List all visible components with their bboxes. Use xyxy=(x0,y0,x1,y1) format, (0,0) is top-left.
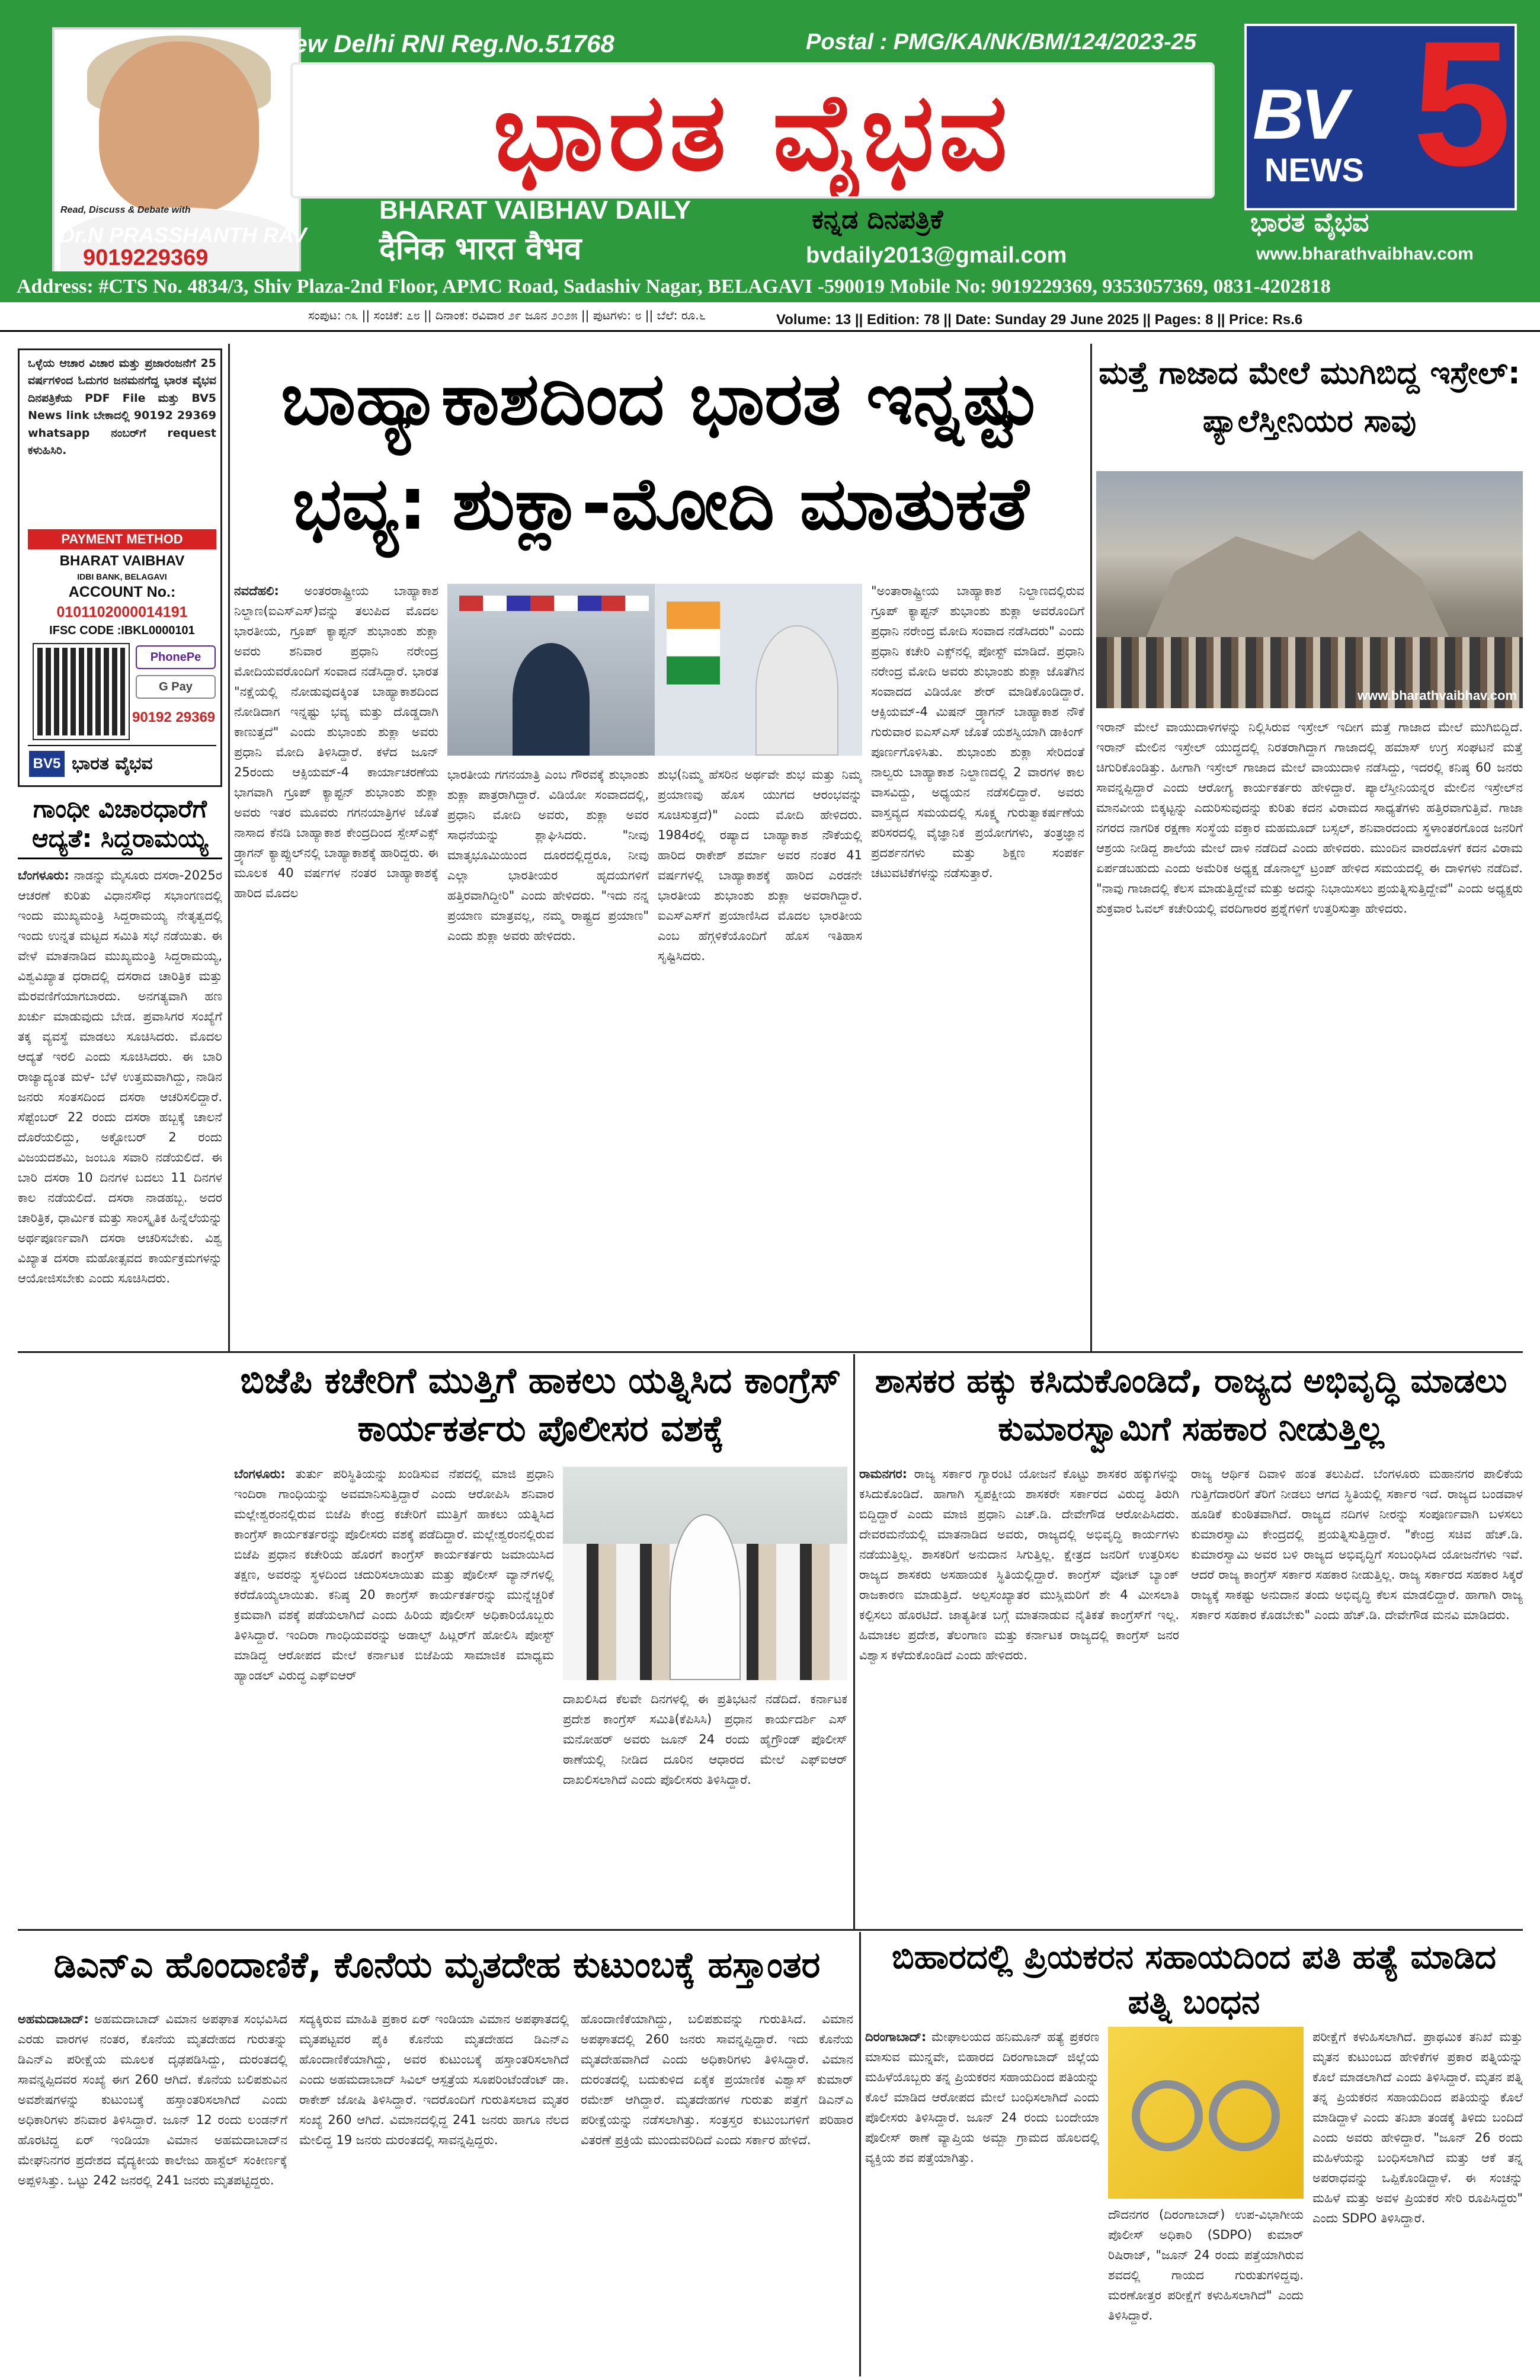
rule-h2 xyxy=(18,1929,1523,1931)
bv5-logo-news: NEWS xyxy=(1264,151,1364,188)
bv5-logo-bv: BV xyxy=(1253,75,1344,154)
website-url[interactable]: www.bharathvaibhav.com xyxy=(1256,244,1474,264)
dateline-bar xyxy=(0,308,1540,332)
lead-headline: ಬಾಹ್ಯಾಕಾಶದಿಂದ ಭಾರತ ಇನ್ನಷ್ಟು ಭವ್ಯ: ಶುಕ್ಲಾ-ಮೋದಿ ಮಾತುಕತೆ xyxy=(280,357,1040,546)
gandhi-text: ನಾಡನ್ನು ಮೈಸೂರು ದಸರಾ-2025ರ ಆಚರಣೆ ಕುರಿತು ವಿಧಾನಸೌಧ ಸಭಾಂಗಣದಲ್ಲಿ ಇಂದು ಮುಖ್ಯಮಂತ್ರಿ ಸಿದ್ದರಾಮಯ್ಯ ನೇತೃತ್ವದಲ್ಲಿ ಇಂದು ಉನ್ನತ ಮಟ್ಟದ ಸಮಿತಿ ಸಭೆ ನಡೆಯಿತು. ಈ ವೇಳೆ ಮಾತನಾಡಿದ ಮುಖ್ಯಮಂತ್ರಿ ಸಿದ್ದರಾಮಯ್ಯ, ವಿಶ್ವವಿಖ್ಯಾತ ಧರಾದಲ್ಲಿ ದಸರಾದ ಚಾರಿತ್ರಿಕ ಮತ್ತು ಮೆರವಣಿಗೆಯಾಗಬಾರದು. ಅನಗತ್ಯವಾಗಿ ಹಣ ಖರ್ಚು ಮಾಡುವುದು ಬೇಡ. ಪ್ರವಾಸಿಗರ ಸಂಖ್ಯೆಗೆ ತಕ್ಕ ವ್ಯವಸ್ಥೆ ಮಾಡಲು ಸೂಚಿಸಿದರು. ಮೊದಲ ಆದ್ಯತೆ ಇರಲಿ ಎಂದು ಸೂಚಿಸಿದರು. ಈ ಬಾರಿ ರಾಜ್ಯಾದ್ಯಂತ ಮಳೆ- ಬೆಳೆ ಉತ್ತಮವಾಗಿದ್ದು, ನಾಡಿನ ಜನರು ಸಂತಸದಿಂದ ದಸರಾ ಆಚರಿಸಲಿದ್ದಾರೆ. ಸೆಪ್ಟೆಂಬರ್ 22 ರಂದು ದಸರಾ ಹಬ್ಬಕ್ಕೆ ಚಾಲನೆ ದೊರೆಯಲಿದ್ದು, ಅಕ್ಟೋಬರ್ 2 ರಂದು ವಿಜಯದಶಮಿ, ಜಂಬೂ ಸವಾರಿ ನಡೆಯಲಿದೆ. ಈ ಬಾರಿ ದಸರಾ 10 ದಿನಗಳ ಬದಲು 11 ದಿನಗಳ ಕಾಲ ನಡೆಯಲಿದೆ. ದಸರಾ ನಾಡಹಬ್ಬ. ಅದರ ಚಾರಿತ್ರಿಕ, ಧಾರ್ಮಿಕ ಮತ್ತು ಸಾಂಸ್ಕೃತಿಕ ಹಿನ್ನೆಲೆಯನ್ನು ಅರ್ಥಪೂರ್ಣವಾಗಿ ದಸರಾ ಆಚರಿಸಬೇಕು. ವಿಶ್ವ ವಿಖ್ಯಾತ ದಸರಾ ಮಹೋತ್ಸವದ ಕಾರ್ಯಕ್ರಮಗಳನ್ನು ಆಯೋಜಿಸಬೇಕು ಎಂದು ಸೂಚಿಸಿದರು. xyxy=(18,868,222,1286)
dateline-kannada: ಸಂಪುಟ: ೧೩ || ಸಂಚಿಕೆ: ೭೮ || ದಿನಾಂಕ: ರವಿವಾರ ೨೯ ಜೂನ ೨೦೨೫ || ಪುಟಗಳು: ೮ || ಬೆಲೆ: ರೂ.೬ xyxy=(308,308,706,322)
promo-text: ಒಳ್ಳೆಯ ಆಚಾರ ವಿಚಾರ ಮತ್ತು ಪ್ರಜಾರಂಜನೆಗೆ 25 ವರ್ಷಗಳಿಂದ ಓದುಗರ ಜನಮನಗೆದ್ದ ಭಾರತ ವೈಭವ ದಿನಪತ್ರಿಕೆಯ PDF File ಮತ್ತು BV5 News link ಬೇಕಾದಲ್ಲಿ 90192 29369 whatsapp ನಂಬರ್‌ಗೆ request ಕಳುಹಿಸಿರಿ. xyxy=(28,357,216,458)
title-english: BHARAT VAIBHAV DAILY xyxy=(379,196,691,225)
bv5-logo-five: 5 xyxy=(1413,24,1512,203)
hdk-dateline: ರಾಮನಗರ: xyxy=(859,1467,908,1481)
hdk-headline: ಶಾಸಕರ ಹಕ್ಕು ಕಸಿದುಕೊಂಡಿದೆ, ರಾಜ್ಯದ ಅಭಿವೃದ್ಧಿ ಮಾಡಲು ಕುಮಾರಸ್ವಾಮಿಗೆ ಸಹಕಾರ ನೀಡುತ್ತಿಲ್ಲ xyxy=(875,1362,1507,1449)
rule-v1 xyxy=(228,344,230,1351)
rule-v2 xyxy=(1090,344,1092,1351)
face-shape xyxy=(99,41,259,213)
hdk-col1-text: ರಾಜ್ಯ ಸರ್ಕಾರ ಗ್ಯಾರಂಟಿ ಯೋಜನೆ ಕೊಟ್ಟು ಶಾಸಕರ ಹಕ್ಕುಗಳನ್ನು ಕಸಿದುಕೊಂಡಿದೆ. ಹಾಗಾಗಿ ಸ್ವಪಕ್ಷೀಯ ಶಾಸಕರೇ ಸರ್ಕಾರದ ವಿರುದ್ಧ ತಿರುಗಿ ಬಿದ್ದಿದ್ದಾರೆ ಎಂದು ಮಾಜಿ ಪ್ರಧಾನಿ ಎಚ್.ಡಿ. ದೇವೇಗೌಡ ಆರೋಪಿಸಿದರು. ದೇವರಮನೆಯಲ್ಲಿ ಮಾತನಾಡಿದ ಅವರು, ರಾಜ್ಯದಲ್ಲಿ ಅಭಿವೃದ್ಧಿ ಕಾರ್ಯಗಳು ನಡೆಯುತ್ತಿಲ್ಲ. ಶಾಸಕರಿಗೆ ಅನುದಾನ ಸಿಗುತ್ತಿಲ್ಲ. ಕ್ಷೇತ್ರದ ಜನರಿಗೆ ಉತ್ತರಿಸಲ ರಾಜ್ಯದ ಶಾಸಕರು ಅಸಹಾಯಕ ಸ್ಥಿತಿಯಲ್ಲಿದ್ದಾರೆ. ಕಾಂಗ್ರೆಸ್ ವೋಟ್ ಬ್ಯಾಂಕ್ ರಾಜಕಾರಣ ಮಾಡುತ್ತಿದೆ. ಅಲ್ಪಸಂಖ್ಯಾತರ ಮುಸ್ಲಿಮರಿಗೆ ಶೇ 4 ಮೀಸಲಾತಿ ಕಲ್ಪಿಸಲು ಹೊರಟಿದೆ. ಜಾತ್ಯತೀತ ಬಗ್ಗೆ ಮಾತನಾಡುವ ನೈತಿಕತೆ ಕಾಂಗ್ರೆಸ್‌ಗೆ ಇಲ್ಲ. ಹಿಮಾಚಲ ಪ್ರದೇಶ, ತೆಲಂಗಾಣ ಮತ್ತು ಕರ್ನಾಟಕ ರಾಜ್ಯದಲ್ಲಿ ಕಾಂಗ್ರೆಸ್ ಜನರ ವಿಶ್ವಾಸ ಕಳೆದುಕೊಂಡಿದೆ ಎಂದು ಹೇಳಿದರು. xyxy=(859,1467,1179,1663)
dna-col1 xyxy=(18,2009,287,2380)
bv5-news-logo xyxy=(1244,24,1517,210)
bihar-col1-text: ಮೇಘಾಲಯದ ಹನಿಮೂನ್ ಹತ್ಯೆ ಪ್ರಕರಣ ಮಾಸುವ ಮುನ್ನವೇ, ಬಿಹಾರದ ದಿರಂಗಾಬಾದ್ ಜಿಲ್ಲೆಯ ಮಹಿಳೆಯೊಬ್ಬರು ತನ್ನ ಪ್ರಿಯಕರನ ಸಹಾಯದಿಂದ ಪತಿಯನ್ನು ಕೊಲೆ ಮಾಡಿದ ಆರೋಪದ ಮೇಲೆ ಬಂಧಿಸಲಾಗಿದೆ ಎಂದು ಪೊಲೀಸರು ತಿಳಿಸಿದ್ದಾರೆ. ಜೂನ್ 24 ರಂದು ಬಂದೇಯಾ ಪೊಲೀಸ್ ಠಾಣೆ ವ್ಯಾಪ್ತಿಯ ಅಮ್ಬಾ ಗ್ರಾಮದ ಹೊಲದಲ್ಲಿ ವ್ಯಕ್ತಿಯ ಶವ ಪತ್ತೆಯಾಗಿತ್ತು. xyxy=(865,2030,1099,2165)
title-subtitle-kannada: ಕನ್ನಡ ದಿನಪತ್ರಿಕೆ xyxy=(812,204,943,235)
bihar-dateline: ದಿರಂಗಾಬಾದ್: xyxy=(865,2030,927,2044)
lead-col1-text: ಅಂತರರಾಷ್ಟ್ರೀಯ ಬಾಹ್ಯಾಕಾಶ ನಿಲ್ದಾಣ(ಐಎಸ್‌ಎಸ್)ವನ್ನು ತಲುಪಿದ ಮೊದಲ ಭಾರತೀಯ, ಗ್ರೂಪ್ ಕ್ಯಾಪ್ಟನ್ ಶುಭಾಂಶು ಶುಕ್ಲಾ ಅವರು ಶನಿವಾರ ಪ್ರಧಾನಿ ನರೇಂದ್ರ ಮೋದಿಯವರೊಂದಿಗೆ ಸಂವಾದ ನಡೆಸಿದ್ದಾರೆ. ಭಾರತ "ನಕ್ಷೆಯಲ್ಲಿ ನೋಡುವುದಕ್ಕಿಂತ ಬಾಹ್ಯಾಕಾಶದಿಂದ ನೋಡಿದಾಗ ಇನ್ನಷ್ಟು ಭವ್ಯ ಮತ್ತು ದೊಡ್ಡದಾಗಿ ಕಾಣುತ್ತದೆ" ಎಂದು ಶುಭಾಂಶು ಶುಕ್ಲಾ ಅವರು ಪ್ರಧಾನಿ ಮೋದಿ ತಿಳಿಸಿದ್ದಾರೆ. ಕಳೆದ ಜೂನ್ 25ರಂದು ಆಕ್ಸಿಯಮ್-4 ಕಾರ್ಯಾಚರಣೆಯ ಭಾಗವಾಗಿ ಗ್ರೂಪ್ ಕ್ಯಾಪ್ಟನ್ ಶುಭಾಂಶು ಶುಕ್ಲಾ ಅವರು ಇತರ ಮೂವರು ಗಗನಯಾತ್ರಿಗಳ ಜೊತೆ ನಾಸಾದ ಕೆನಡಿ ಬಾಹ್ಯಾಕಾಶ ಕೇಂದ್ರದಿಂದ ಸ್ಪೇಸ್‌ಎಕ್ಸ್ ಡ್ರ್ಯಾಗನ್ ಕ್ಯಾಪ್ಸುಲ್‌ನಲ್ಲಿ ಬಾಹ್ಯಾಕಾಶಕ್ಕೆ ಹಾರಿದ್ದರು. ಈ ಮೂಲಕ 40 ವರ್ಷಗಳ ನಂತರ ಬಾಹ್ಯಾಕಾಶಕ್ಕೆ ಹಾರಿದ ಮೊದಲ xyxy=(234,584,438,901)
phonepe-badge: PhonePe xyxy=(136,645,216,669)
lead-col3: ಶುಭ(ನಿಮ್ಮ ಹೆಸರಿನ ಅರ್ಥವೇ ಶುಭ ಮತ್ತು ನಿಮ್ಮ ಪ್ರಯಾಣವು ಹೊಸ ಯುಗದ ಆರಂಭವನ್ನು ಸೂಚಿಸುತ್ತದೆ)" ಎಂದು ಮೋದಿ ಹೇಳಿದರು. 1984ರಲ್ಲಿ ರಷ್ಯಾದ ಬಾಹ್ಯಾಕಾಶ ನೌಕೆಯಲ್ಲಿ ಹಾರಿದ ರಾಕೇಶ್ ಶರ್ಮಾ ಅವರ ನಂತರ 41 ವರ್ಷಗಳಲ್ಲಿ ಬಾಹ್ಯಾಕಾಶಕ್ಕೆ ಹಾರಿದ ಎರಡನೇ ಭಾರತೀಯ ಶುಭಾಂಶು ಶುಕ್ಲಾ ಅವರಾಗಿದ್ದಾರೆ. ಐಎಸ್‌ಎಸ್‌ಗೆ ಪ್ರಯಾಣಿಸಿದ ಮೊದಲ ಭಾರತೀಯ ಎಂಬ ಹೆಗ್ಗಳಿಕೆಯೊಂದಿಗೆ ಹೊಸ ಇತಿಹಾಸ ಸೃಷ್ಟಿಸಿದರು. xyxy=(658,767,862,964)
payment-header: PAYMENT METHOD xyxy=(28,529,216,549)
bv5-caption: ಭಾರತ ವೈಭವ xyxy=(1250,207,1369,238)
dna-headline: ಡಿಎನ್‌ಎ ಹೊಂದಾಣಿಕೆ, ಕೊನೆಯ ಮೃತದೇಹ ಕುಟುಂಬಕ್ಕೆ ಹಸ್ತಾಂತರ xyxy=(53,1944,821,1986)
rni-number: New Delhi RNI Reg.No.51768 xyxy=(276,30,614,57)
bank-name: IDBI BANK, BELAGAVI xyxy=(77,572,167,581)
lead-col4: "ಅಂತಾರಾಷ್ಟ್ರೀಯ ಬಾಹ್ಯಾಕಾಶ ನಿಲ್ದಾಣದಲ್ಲಿರುವ ಗ್ರೂಪ್ ಕ್ಯಾಪ್ಟನ್ ಶುಭಾಂಶು ಶುಕ್ಲಾ ಅವರೊಂದಿಗೆ ಪ್ರಧಾನಿ ನರೇಂದ್ರ ಮೋದಿ ಸಂವಾದ ನಡೆಸಿದರು" ಎಂದು ಪ್ರಧಾನಿ ಕಚೇರಿ ಎಕ್ಸ್‌ನಲ್ಲಿ ಪೋಸ್ಟ್ ಮಾಡಿದೆ. ಪ್ರಧಾನಿ ನರೇಂದ್ರ ಮೋದಿ ಅವರು ಶುಭಾಂಶು ಶುಕ್ಲಾ ಜೊತೆಗಿನ ಸಂವಾದದ ವಿಡಿಯೋ ಶೇರ್ ಮಾಡಿಕೊಂಡಿದ್ದಾರೆ. ಆಕ್ಸಿಯಮ್-4 ಮಿಷನ್ ಡ್ರ್ಯಾಗನ್ ಬಾಹ್ಯಾಕಾಶ ನೌಕೆ ಗುರುವಾರ ಐಎಸ್‌ಎಸ್ ಜೊತೆ ಯಶಸ್ವಿಯಾಗಿ ಡಾಕಿಂಗ್ ಪೂರ್ಣಗೊಳಿಸಿತು. ಶುಭಾಂಶು ಶುಕ್ಲಾ ಸೇರಿದಂತೆ ನಾಲ್ವರು ಬಾಹ್ಯಾಕಾಶ ನಿಲ್ದಾಣದಲ್ಲಿ 2 ವಾರಗಳ ಕಾಲ ವಾಸವಿದ್ದು, ಅಧ್ಯಯನ ನಡೆಸಲಿದ್ದಾರೆ. ಅವರು ವಾಸ್ತವ್ಯದ ಸಮಯದಲ್ಲಿ ಸೂಕ್ಷ್ಮ ಗುರುತ್ವಾಕರ್ಷಣೆಯ ಪರಿಸರದಲ್ಲಿ ವೈಜ್ಞಾನಿಕ ಪ್ರಯೋಗಗಳು, ತಂತ್ರಜ್ಞಾನ ಪ್ರದರ್ಶನಗಳು ಮತ್ತು ಶಿಕ್ಷಣ ಸಂಪರ್ಕ ಚಟುವಟಿಕೆಗಳನ್ನು ನಡೆಸುತ್ತಾರೆ. xyxy=(871,584,1084,881)
bjp-photo xyxy=(563,1467,847,1680)
bihar-caption: ದೌದನಗರ (ದಿರಂಗಾಬಾದ್) ಉಪ-ವಿಭಾಗೀಯ ಪೊಲೀಸ್ ಅಧಿಕಾರಿ (SDPO) ಕುಮಾರ್ ರಿಷಿರಾಜ್, "ಜೂನ್ 24 ರಂದು ಪತ್ತೆಯಾಗಿರುವ ಶವದಲ್ಲಿ ಗಾಯದ ಗುರುತುಗಳಿದ್ದವು. ಮರಣೋತ್ತರ ಪರೀಕ್ಷೆಗೆ ಕಳುಹಿಸಲಾಗಿದೆ" ಎಂದು ತಿಳಿಸಿದ್ದಾರೆ. xyxy=(1108,2208,1304,2323)
bihar-col2: ಪರೀಕ್ಷೆಗೆ ಕಳುಹಿಸಲಾಗಿದೆ. ಪ್ರಾಥಮಿಕ ತನಿಖೆ ಮತ್ತು ಮೃತನ ಕುಟುಂಬದ ಹೇಳಿಕೆಗಳ ಪ್ರಕಾರ ಪತ್ನಿಯನ್ನು ಕೊಲೆ ಮಾಡಲಾಗಿದೆ ಎಂದು ತಿಳಿಸಿದ್ದಾರೆ. ಮೃತನ ಪತ್ನಿ ತನ್ನ ಪ್ರಿಯಕರನ ಸಹಾಯದಿಂದ ಪತಿಯನ್ನು ಕೊಲೆ ಮಾಡಿದ್ದಾಳೆ ಎಂದು ತನಿಖಾ ತಂಡಕ್ಕೆ ತಿಳಿದು ಬಂದಿದೆ ಎಂದು ಅವರು ಹೇಳಿದ್ದಾರೆ. "ಜೂನ್ 26 ರಂದು ಮಹಿಳೆಯನ್ನು ಬಂಧಿಸಲಾಗಿದೆ ಮತ್ತು ಆಕೆ ತನ್ನ ಅಪರಾಧವನ್ನು ಒಪ್ಪಿಕೊಂಡಿದ್ದಾಳೆ. ಈ ಸಂಚನ್ನು ಮಹಿಳೆ ಮತ್ತು ಅವಳ ಪ್ರಿಯಕರ ಸೇರಿ ರೂಪಿಸಿದ್ದರು" ಎಂದು SDPO ತಿಳಿಸಿದ್ದಾರೆ. xyxy=(1312,2030,1523,2226)
gaza-photo xyxy=(1096,471,1523,708)
upi-phone: 90192 29369 xyxy=(132,709,216,725)
bv5-mini-logo: BV5 xyxy=(29,751,65,777)
sidebar-footer xyxy=(28,745,216,779)
bjp-text: ತುರ್ತು ಪರಿಸ್ಥಿತಿಯನ್ನು ಖಂಡಿಸುವ ನೆಪದಲ್ಲಿ ಮಾಜಿ ಪ್ರಧಾನಿ ಇಂದಿರಾ ಗಾಂಧಿಯನ್ನು ಅವಮಾನಿಸುತ್ತಿದ್ದಾರೆ ಎಂದು ಆರೋಪಿಸಿ ಶನಿವಾರ ಮಲ್ಲೇಶ್ವರಂನಲ್ಲಿರುವ ಬಿಜೆಪಿ ಕೇಂದ್ರ ಕಚೇರಿಗೆ ಮುತ್ತಿಗೆ ಹಾಕಲು ಯತ್ನಿಸಿದ ಕಾಂಗ್ರೆಸ್ ಕಾರ್ಯಕರ್ತರನ್ನು ಪೊಲೀಸರು ವಶಕ್ಕೆ ಪಡೆದಿದ್ದಾರೆ. ಮಲ್ಲೇಶ್ವರಂನಲ್ಲಿರುವ ಬಿಜೆಪಿ ಪ್ರಧಾನ ಕಚೇರಿಯ ಹೊರಗೆ ಕಾಂಗ್ರೆಸ್ ಕಾರ್ಯಕರ್ತರು ಜಮಾಯಿಸಿದ ತಕ್ಷಣ, ಅವರನ್ನು ಸ್ಥಳದಿಂದ ಚದುರಿಸಲಾಯಿತು ಮತ್ತು ಪೊಲೀಸ್ ವ್ಯಾನ್‌ಗಳಲ್ಲಿ ಕರೆದೊಯ್ಯಲಾಯಿತು. ಕನಿಷ್ಠ 20 ಕಾಂಗ್ರೆಸ್ ಕಾರ್ಯಕರ್ತರನ್ನು ಮುನ್ನೆಚ್ಚರಿಕೆ ಕ್ರಮವಾಗಿ ವಶಕ್ಕೆ ಪಡೆಯಲಾಗಿದೆ ಎಂದು ಹಿರಿಯ ಪೊಲೀಸ್ ಅಧಿಕಾರಿಯೊಬ್ಬರು ತಿಳಿಸಿದ್ದಾರೆ. ಇಂದಿರಾ ಗಾಂಧಿಯವರನ್ನು ಅಡಾಲ್ಫ್ ಹಿಟ್ಲರ್‌ಗೆ ಹೋಲಿಸಿ ಪೋಸ್ಟ್ ಮಾಡಿದ್ದ ಆರೋಪದ ಮೇಲೆ ಕರ್ನಾಟಕ ಬಿಜೆಪಿಯ ಸಾಮಾಜಿಕ ಮಾಧ್ಯಮ ಹ್ಯಾಂಡಲ್ ವಿರುದ್ಧ ಎಫ್‌ಐಆರ್ xyxy=(234,1467,554,1683)
bihar-headline: ಬಿಹಾರದಲ್ಲಿ ಪ್ರಿಯಕರನ ಸಹಾಯದಿಂದ ಪತಿ ಹತ್ಯೆ ಮಾಡಿದ ಪತ್ನಿ ಬಂಧನ xyxy=(891,1938,1497,2021)
newspaper-title: ಭಾರತ ವೈಭವ xyxy=(290,62,1215,199)
lead-col1 xyxy=(234,581,438,1351)
dateline-english: Volume: 13 || Edition: 78 || Date: Sunday 29 June 2025 || Pages: 8 || Price: Rs.6 xyxy=(776,312,1303,328)
address-bar: Address: #CTS No. 4834/3, Shiv Plaza-2nd Floor, APMC Road, Sadashiv Nagar, BELAGAVI -590019 Mobile No: 9019229369, 9353057369, 0831-4202818 xyxy=(0,271,1540,302)
qr-code xyxy=(34,644,129,739)
india-flag xyxy=(667,602,720,684)
account-label: ACCOUNT No.: xyxy=(68,584,176,600)
handcuffs-photo xyxy=(1108,2027,1304,2199)
profile-phone: 9019229369 xyxy=(83,245,209,270)
handcuff-left xyxy=(1132,2080,1203,2151)
gandhi-body xyxy=(18,865,222,1476)
bjp-headline: ಬಿಜೆಪಿ ಕಚೇರಿಗೆ ಮುತ್ತಿಗೆ ಹಾಕಲು ಯತ್ನಿಸಿದ ಕಾಂಗ್ರೆಸ್ ಕಾರ್ಯಕರ್ತರು ಪೊಲೀಸರ ವಶಕ್ಕೆ xyxy=(240,1360,841,1450)
dna-col3: ಹೊಂದಾಣಿಕೆಯಾಗಿದ್ದು, ಬಲಿಪಶುವನ್ನು ಗುರುತಿಸಿದೆ. ವಿಮಾನ ಅಪಘಾತದಲ್ಲಿ 260 ಜನರು ಸಾವನ್ನಪ್ಪಿದ್ದಾರೆ. ಇದು ಕೊನೆಯ ಮೃತದೇಹವಾಗಿದೆ ಎಂದು ಅಧಿಕಾರಿಗಳು ತಿಳಿಸಿದ್ದಾರೆ. ವಿಮಾನ ದುರಂತದಲ್ಲಿ ಬದುಕುಳಿದ ಏಕೈಕ ಪ್ರಯಾಣಿಕ ವಿಶ್ವಾಸ್ ಕುಮಾರ್ ರಮೇಶ್ ಆಗಿದ್ದಾರೆ. ಮೃತದೇಹಗಳ ಗುರುತು ಪತ್ತೆಗೆ ಡಿಎನ್‌ಎ ಪರೀಕ್ಷೆಯನ್ನು ನಡೆಸಲಾಗಿತ್ತು. ಸಂತ್ರಸ್ತರ ಕುಟುಂಬಗಳಿಗೆ ಪರಿಹಾರ ವಿತರಣೆ ಪ್ರಕ್ರಿಯೆ ಮುಂದುವರಿದಿದೆ ಎಂದು ಸರ್ಕಾರ ಹೇಳಿದೆ. xyxy=(581,2012,853,2148)
lead-col2: ಭಾರತೀಯ ಗಗನಯಾತ್ರಿ ಎಂಬ ಗೌರವಕ್ಕೆ ಶುಭಾಂಶು ಶುಕ್ಲಾ ಪಾತ್ರರಾಗಿದ್ದಾರೆ. ವಿಡಿಯೋ ಸಂವಾದದಲ್ಲಿ, ಪ್ರಧಾನಿ ಮೋದಿ ಅವರು, ಶುಕ್ಲಾ ಅವರ ಸಾಧನೆಯನ್ನು ಶ್ಲಾಘಿಸಿದರು. "ನೀವು ಮಾತೃಭೂಮಿಯಿಂದ ದೂರದಲ್ಲಿದ್ದರೂ, ನೀವು ಎಲ್ಲಾ ಭಾರತೀಯರ ಹೃದಯಗಳಿಗೆ ಹತ್ತಿರವಾಗಿದ್ದೀರಿ" ಎಂದು ಹೇಳಿದರು. "ಇದು ನನ್ನ ಪ್ರಯಾಣ ಮಾತ್ರವಲ್ಲ, ನಮ್ಮ ರಾಷ್ಟ್ರದ ಪ್ರಯಾಣ" ಎಂದು ಶುಕ್ಲಾ ಅವರು ಹೇಳಿದರು. xyxy=(447,767,649,943)
bihar-col1 xyxy=(865,2027,1099,2228)
central-figure xyxy=(670,1514,741,1680)
hdk-col2: ರಾಜ್ಯ ಆರ್ಥಿಕ ದಿವಾಳಿ ಹಂತ ತಲುಪಿದೆ. ಬೆಂಗಳೂರು ಮಹಾನಗರ ಪಾಲಿಕೆಯ ಗುತ್ತಿಗೆದಾರರಿಗೆ ತೆರಿಗೆ ನೀಡಲು ಆಗದ ಸ್ಥಿತಿಯಲ್ಲಿ ಸರ್ಕಾರ ಇದೆ. ರಾಜ್ಯದ ಬಂಡವಾಳ ಹೂಡಿಕೆ ಕುಂಠಿತವಾಗಿದೆ. ರಾಜ್ಯದ ನದಿಗಳ ನೀರನ್ನು ಸಂಪೂರ್ಣವಾಗಿ ಬಳಸಲು ಕುಮಾರಸ್ವಾಮಿ ಕೇಂದ್ರದಲ್ಲಿ ಪ್ರಯತ್ನಿಸುತ್ತಿದ್ದಾರೆ. "ಕೇಂದ್ರ ಸಚಿವ ಹೆಚ್.ಡಿ. ಕುಮಾರಸ್ವಾಮಿ ಅವರ ಬಳಿ ರಾಜ್ಯದ ಅಭಿವೃದ್ಧಿಗೆ ಸಂಬಂಧಿಸಿದ ಯೋಜನೆಗಳು ಇವೆ. ಆದರೆ ರಾಜ್ಯ ಕಾಂಗ್ರೆಸ್ ಸರ್ಕಾರ ಸಹಕಾರ ನೀಡುತ್ತಿಲ್ಲ. ರಾಜ್ಯ ಸರ್ಕಾರದ ಸಹಕಾರ ಸಿಕ್ಕರೆ ರಾಜ್ಯಕ್ಕೆ ಸಾಕಷ್ಟು ಅನುದಾನ ತಂದು ಅಭಿವೃದ್ಧಿ ಕೆಲಸ ಮಾಡಲಿದ್ದಾರೆ. ಹಾಗಾಗಿ ರಾಜ್ಯ ಸರ್ಕಾರ ಸಹಕಾರ ಕೊಡಬೇಕು" ಎಂದು ಹೆಚ್.ಡಿ. ದೇವೇಗೌಡ ಮನವಿ ಮಾಡಿದರು. xyxy=(1191,1467,1523,1623)
dna-col1-text: ಅಹಮದಾಬಾದ್ ವಿಮಾನ ಅಪಘಾತ ಸಂಭವಿಸಿದ ಎರಡು ವಾರಗಳ ನಂತರ, ಕೊನೆಯ ಮೃತದೇಹದ ಗುರುತನ್ನು ಡಿಎನ್‌ಎ ಪರೀಕ್ಷೆಯ ಮೂಲಕ ದೃಢಪಡಿಸಿದ್ದು, ದುರಂತದಲ್ಲಿ ಸಾವನ್ನಪ್ಪಿದವರ ಸಂಖ್ಯೆ ಈಗ 260 ಆಗಿದೆ. ಕೊನೆಯ ಬಲಿಪಶುವಿನ ಅವಶೇಷಗಳನ್ನು ಕುಟುಂಬಕ್ಕೆ ಹಸ್ತಾಂತರಿಸಲಾಗಿದೆ ಎಂದು ಅಧಿಕಾರಿಗಳು ಶನಿವಾರ ತಿಳಿಸಿದ್ದಾರೆ. ಜೂನ್ 12 ರಂದು ಲಂಡನ್‌ಗೆ ಹೊರಟಿದ್ದ ಏರ್ ಇಂಡಿಯಾ ವಿಮಾನ ಅಹಮದಾಬಾದ್‌ನ ಮೇಘನಿನಗರ ಪ್ರದೇಶದ ವೈದ್ಯಕೀಯ ಕಾಲೇಜು ಹಾಸ್ಟೆಲ್ ಸಂಕೀರ್ಣಕ್ಕೆ ಅಪ್ಪಳಿಸಿತ್ತು. ಒಟ್ಟು 242 ಜನರಲ್ಲಿ 241 ಜನರು ಮೃತಪಟ್ಟಿದ್ದರು. xyxy=(18,2012,287,2188)
sidebar-promo xyxy=(18,348,222,787)
hdk-col1 xyxy=(859,1464,1179,1926)
profile-name: Dr.N PRASSHANTH RAV xyxy=(59,223,307,247)
profile-tag: Read, Discuss & Debate with xyxy=(60,205,191,215)
bjp-caption: ದಾಖಲಿಸಿದ ಕೆಲವೇ ದಿನಗಳಲ್ಲಿ ಈ ಪ್ರತಿಭಟನೆ ನಡೆದಿದೆ. ಕರ್ನಾಟಕ ಪ್ರದೇಶ ಕಾಂಗ್ರೆಸ್ ಸಮಿತಿ(ಕೆಪಿಸಿಸಿ) ಪ್ರಧಾನ ಕಾರ್ಯದರ್ಶಿ ಎಸ್ ಮನೋಹರ್ ಅವರು ಜೂನ್ 24 ರಂದು ಹೈಗ್ರೌಂಡ್ ಪೊಲೀಸ್ ಠಾಣೆಯಲ್ಲಿ ನೀಡಿದ ದೂರಿನ ಆಧಾರದ ಮೇಲೆ ಎಫ್‌ಐಆರ್ ದಾಖಲಿಸಲಾಗಿದೆ ಎಂದು ಪೊಲೀಸರು ತಿಳಿಸಿದ್ದಾರೆ. xyxy=(563,1692,847,1787)
ifsc-code: IFSC CODE :IBKL0000101 xyxy=(49,624,195,637)
modi-figure xyxy=(755,625,838,756)
gpay-badge: G Pay xyxy=(136,675,216,699)
sidebar-footer-title: ಭಾರತ ವೈಭವ xyxy=(72,753,153,774)
gaza-body: ಇರಾನ್ ಮೇಲೆ ವಾಯುದಾಳಿಗಳನ್ನು ನಿಲ್ಲಿಸಿರುವ ಇಸ್ರೇಲ್ ಇದೀಗ ಮತ್ತೆ ಗಾಜಾದ ಮೇಲೆ ಮುಗಿಬಿದ್ದಿದೆ. ಇರಾನ್ ಮೇಲಿನ ಇಸ್ರೇಲ್ ಯುದ್ಧದಲ್ಲಿ ನಿರತರಾಗಿದ್ದಾಗ ಗಾಜಾದಲ್ಲಿ ಹಮಾಸ್ ಉಗ್ರ ಸಂಘಟನೆ ಮತ್ತೆ ಚಿಗುರಿಕೊಂಡಿತ್ತು. ಹೀಗಾಗಿ ಇಸ್ರೇಲ್ ಗಾಜಾದ ಮೇಲೆ ವಾಯುದಾಳಿ ನಡೆಸಿದ್ದು, ಇದರಲ್ಲಿ ಕನಿಷ್ಠ 60 ಜನರು ಸಾವನ್ನಪ್ಪಿದ್ದಾರೆ ಎಂದು ಆರೋಗ್ಯ ಕಾರ್ಯಕರ್ತರು ಹೇಳಿದ್ದಾರೆ. ಪ್ಯಾಲೆಸ್ತೀನಿಯನ್ನರ ಮೇಲಿನ ಇಸ್ರೇಲ್‌ನ ಮಾನವೀಯ ಬಿಕ್ಕಟ್ಟನ್ನು ಎದುರಿಸುವುದನ್ನು ಕುರಿತು ಕದನ ವಿರಾಮದ ಸಾಧ್ಯತೆಗಳು ಹತ್ತಿರವಾಗುತ್ತಿವೆ. ಗಾಜಾ ನಗರದ ನಾಗರಿಕ ರಕ್ಷಣಾ ಸಂಸ್ಥೆಯ ವಕ್ತಾರ ಮಹಮೂದ್ ಬಸ್ಸಲ್, ಶನಿವಾರದಂದು ಸ್ಥಳಾಂತರಗೊಂಡ ಜನರಿಗೆ ಆಶ್ರಯ ನೀಡಿದ್ದ ಶಾಲೆಯ ಮೇಲೆ ದಾಳಿ ನಡೆದಿದೆ ಎಂದು ಹೇಳಿದರು. ಮುಂದಿನ ವಾರದೊಳಗೆ ಕದನ ವಿರಾಮ ಏರ್ಪಡಬಹುದು ಎಂದು ಅಮೆರಿಕ ಅಧ್ಯಕ್ಷ ಡೊನಾಲ್ಡ್ ಟ್ರಂಪ್ ಹೇಳಿದ ಸಮಯದಲ್ಲಿ ಈ ದಾಳಿಗಳು ನಡೆದಿವೆ. "ನಾವು ಗಾಜಾದಲ್ಲಿ ಕೆಲಸ ಮಾಡುತ್ತಿದ್ದೇವೆ ಮತ್ತು ಅದನ್ನು ನಿಭಾಯಿಸಲು ಪ್ರಯತ್ನಿಸುತ್ತಿದ್ದೇವೆ" ಎಂದು ಅಧ್ಯಕ್ಷರು ಶುಕ್ರವಾರ ಓವಲ್ ಕಚೇರಿಯಲ್ಲಿ ವರದಿಗಾರರ ಪ್ರಶ್ನೆಗಳಿಗೆ ಉತ್ತರಿಸುತ್ತಾ ಹೇಳಿದರು. xyxy=(1096,720,1523,916)
rubble-shape xyxy=(1144,524,1452,643)
postal-registration: Postal : PMG/KA/NK/BM/124/2023-25 xyxy=(806,30,1196,55)
lead-dateline: ನವದೆಹಲಿ: xyxy=(234,584,279,598)
dna-dateline: ಅಹಮದಾಬಾದ್: xyxy=(18,2012,89,2026)
handcuff-right xyxy=(1209,2080,1280,2151)
bjp-col1 xyxy=(234,1464,554,1926)
gaza-headline: ಮತ್ತೆ ಗಾಜಾದ ಮೇಲೆ ಮುಗಿಬಿದ್ದ ಇಸ್ರೇಲ್: ಪ್ಯಾಲೆಸ್ತೀನಿಯರ ಸಾವು xyxy=(1099,356,1520,439)
gaza-watermark: www.bharathvaibhav.com xyxy=(1357,688,1517,703)
gandhi-headline: ಗಾಂಧೀ ವಿಚಾರಧಾರೆಗೆ ಆದ್ಯತೆ: ಸಿದ್ದರಾಮಯ್ಯ xyxy=(18,794,222,859)
email: bvdaily2013@gmail.com xyxy=(806,243,1067,268)
flags-strip xyxy=(459,596,649,611)
bjp-dateline: ಬೆಂಗಳೂರು: xyxy=(234,1467,286,1481)
account-number: 0101102000014191 xyxy=(56,604,188,620)
rule-h1 xyxy=(18,1351,1523,1353)
rule-v4 xyxy=(859,1932,861,2376)
dna-col2: ಸದ್ಯಕ್ಕಿರುವ ಮಾಹಿತಿ ಪ್ರಕಾರ ಏರ್ ಇಂಡಿಯಾ ವಿಮಾನ ಅಪಘಾತದಲ್ಲಿ ಮೃತಪಟ್ಟವರ ಪೈಕಿ ಕೊನೆಯ ಮೃತದೇಹದ ಡಿಎನ್‌ಎ ಹೊಂದಾಣಿಕೆಯಾಗಿದ್ದು, ಅವರ ಕುಟುಂಬಕ್ಕೆ ಹಸ್ತಾಂತರಿಸಲಾಗಿದೆ ಎಂದು ಅಹಮದಾಬಾದ್ ಸಿವಿಲ್ ಆಸ್ಪತ್ರೆಯ ಸೂಪರಿಂಟೆಂಡೆಂಟ್ ಡಾ. ರಾಕೇಶ್ ಜೋಷಿ ತಿಳಿಸಿದ್ದಾರೆ. ಇದರೊಂದಿಗೆ ಗುರುತಿಸಲಾದ ಮೃತರ ಸಂಖ್ಯೆ 260 ಆಗಿದೆ. ವಿಮಾನದಲ್ಲಿದ್ದ 241 ಜನರು ಹಾಗೂ ನೆಲದ ಮೇಲಿದ್ದ 19 ಜನರು ದುರಂತದಲ್ಲಿ ಸಾವನ್ನಪ್ಪಿದ್ದರು. xyxy=(299,2012,569,2148)
title-hindi: दैनिक भारत वैभव xyxy=(379,231,582,267)
astronaut-figure xyxy=(513,643,590,756)
payee-name: BHARAT VAIBHAV xyxy=(59,553,185,569)
lead-photo xyxy=(447,584,862,756)
rule-v3 xyxy=(853,1354,855,1929)
gandhi-dateline: ಬೆಂಗಳೂರು: xyxy=(18,868,69,882)
